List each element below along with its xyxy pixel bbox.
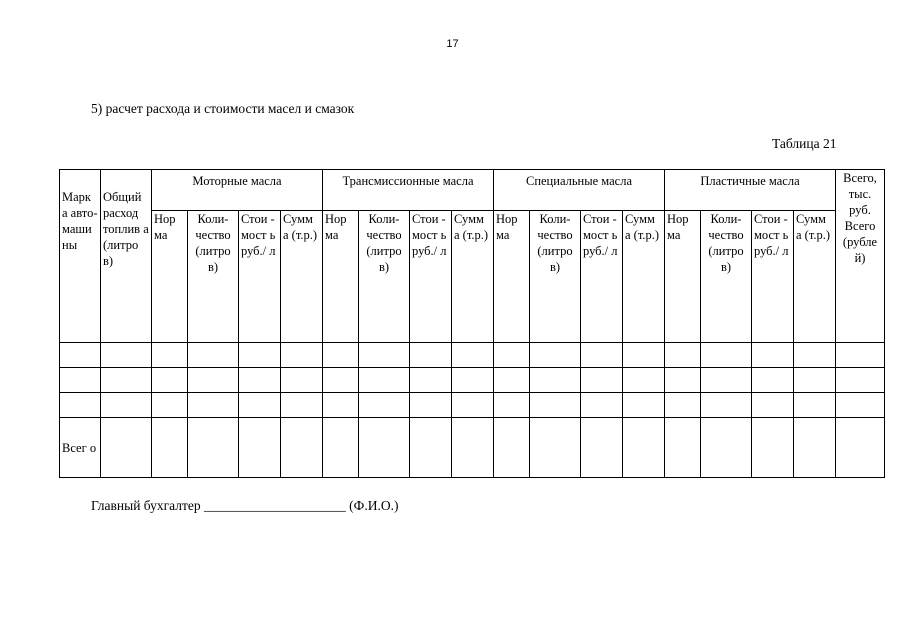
table-cell [665, 343, 701, 368]
table-cell [60, 393, 101, 418]
table-cell [323, 343, 359, 368]
table-cell [581, 343, 623, 368]
table-cell [359, 393, 410, 418]
table-cell [752, 393, 794, 418]
subheader-cost: Стои - мост ь руб./ л [410, 211, 452, 343]
table-cell [494, 368, 530, 393]
table-cell [494, 418, 530, 478]
table-cell [101, 368, 152, 393]
table-cell [665, 418, 701, 478]
table-cell [665, 393, 701, 418]
table-cell [101, 343, 152, 368]
oil-consumption-table [59, 169, 885, 478]
total-row-label: Всег о [60, 418, 101, 478]
table-cell [530, 343, 581, 368]
subheader-norm: Нор ма [323, 211, 359, 343]
table-cell [152, 418, 188, 478]
table-cell [323, 393, 359, 418]
table-cell [60, 368, 101, 393]
subheader-cost: Стои - мост ь руб./ л [752, 211, 794, 343]
table-cell [452, 343, 494, 368]
table-cell [530, 368, 581, 393]
table-row [60, 343, 885, 368]
table-cell [410, 393, 452, 418]
subheader-cost: Стои - мост ь руб./ л [581, 211, 623, 343]
table-cell [323, 368, 359, 393]
subheader-norm: Нор ма [152, 211, 188, 343]
table-cell [581, 418, 623, 478]
subheader-sum: Сумм а (т.р.) [281, 211, 323, 343]
table-cell [752, 343, 794, 368]
table-cell [623, 368, 665, 393]
table-row [60, 368, 885, 393]
subheader-quantity: Коли- чество (литро в) [188, 211, 239, 343]
table-cell [60, 343, 101, 368]
table-cell [323, 418, 359, 478]
table-cell [452, 418, 494, 478]
table-cell [188, 418, 239, 478]
table-cell [452, 393, 494, 418]
table-cell [623, 343, 665, 368]
subheader-sum: Сумм а (т.р.) [623, 211, 665, 343]
table-cell [188, 393, 239, 418]
table-cell [359, 368, 410, 393]
table-caption: Таблица 21 [772, 136, 837, 151]
header-group-transmission: Трансмиссионные масла [323, 170, 494, 211]
table-cell [494, 393, 530, 418]
header-group-motor: Моторные масла [152, 170, 323, 211]
table-cell [281, 418, 323, 478]
table-cell [623, 393, 665, 418]
table-cell [152, 343, 188, 368]
table-cell [836, 418, 885, 478]
table-cell [188, 368, 239, 393]
header-total: Всего, тыс. руб. Всего (рубле й) [836, 170, 885, 343]
total-row [60, 418, 885, 478]
table-cell [701, 343, 752, 368]
table-cell [794, 418, 836, 478]
header-group-special: Специальные масла [494, 170, 665, 211]
table-cell [152, 393, 188, 418]
header-fuel: Общий расход топлив а (литро в) [101, 170, 152, 343]
table-cell [359, 418, 410, 478]
table-cell [101, 393, 152, 418]
table-cell [281, 343, 323, 368]
header-group-grease: Пластичные масла [665, 170, 836, 211]
table-cell [794, 368, 836, 393]
table-cell [530, 393, 581, 418]
subheader-quantity: Коли- чество (литро в) [359, 211, 410, 343]
table-cell [581, 368, 623, 393]
table-cell [410, 343, 452, 368]
table-cell [836, 393, 885, 418]
table-cell [752, 368, 794, 393]
subheader-sum: Сумм а (т.р.) [794, 211, 836, 343]
subheader-norm: Нор ма [494, 211, 530, 343]
table-cell [665, 368, 701, 393]
header-brand: Марк а авто- маши ны [60, 170, 101, 343]
table-cell [581, 393, 623, 418]
table-cell [239, 393, 281, 418]
table-cell [452, 368, 494, 393]
table-cell [410, 418, 452, 478]
table-row [60, 393, 885, 418]
subheader-sum: Сумм а (т.р.) [452, 211, 494, 343]
subheader-cost: Стои - мост ь руб./ л [239, 211, 281, 343]
table-cell [239, 368, 281, 393]
table-cell [701, 368, 752, 393]
table-cell [752, 418, 794, 478]
subheader-norm: Нор ма [665, 211, 701, 343]
table-cell [410, 368, 452, 393]
signature-line: Главный бухгалтер _____________________ (Ф.И.О.) [91, 498, 399, 513]
table-cell [239, 418, 281, 478]
table-cell [101, 418, 152, 478]
subheader-quantity: Коли- чество (литро в) [701, 211, 752, 343]
table-cell [794, 343, 836, 368]
table-cell [836, 343, 885, 368]
table-cell [623, 418, 665, 478]
table-cell [359, 343, 410, 368]
table-cell [794, 393, 836, 418]
table-cell [188, 343, 239, 368]
page-number: 17 [446, 38, 459, 50]
table-cell [836, 368, 885, 393]
table-cell [701, 418, 752, 478]
table-cell [530, 418, 581, 478]
table-cell [239, 343, 281, 368]
table-cell [281, 393, 323, 418]
subheader-quantity: Коли- чество (литро в) [530, 211, 581, 343]
table-cell [281, 368, 323, 393]
section-heading: 5) расчет расхода и стоимости масел и смазок [91, 101, 355, 116]
table-cell [152, 368, 188, 393]
table-cell [701, 393, 752, 418]
table-cell [494, 343, 530, 368]
